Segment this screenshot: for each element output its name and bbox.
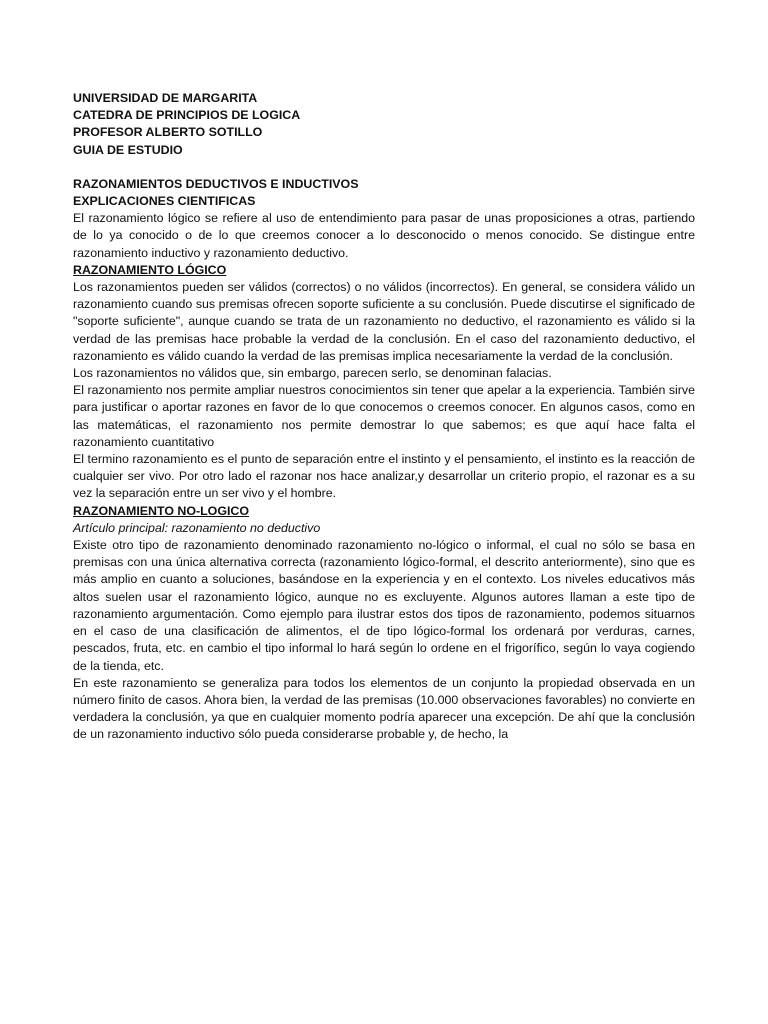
document-title: RAZONAMIENTOS DEDUCTIVOS E INDUCTIVOS bbox=[73, 176, 359, 191]
paragraph: El razonamiento nos permite ampliar nuestros conocimientos sin tener que apelar a la experiencia. También sirve para justificar o aportar razones en favor de lo que conocemos o creemos conocer. En algunos casos, como en las matemáticas, el razonamiento nos permite demostrar lo que sabemos; es que aquí hace falta el razonamiento cuantitativo bbox=[73, 383, 695, 449]
guide-label: GUIA DE ESTUDIO bbox=[73, 142, 183, 157]
section-heading-no-logico: RAZONAMIENTO NO-LOGICO bbox=[73, 503, 249, 518]
header-block bbox=[73, 90, 695, 159]
main-article-note: Artículo principal: razonamiento no deductivo bbox=[73, 520, 321, 535]
document-subtitle: EXPLICACIONES CIENTIFICAS bbox=[73, 194, 256, 209]
university-name: UNIVERSIDAD DE MARGARITA bbox=[73, 91, 258, 105]
paragraph: Los razonamientos no válidos que, sin embargo, parecen serlo, se denominan falacias. bbox=[73, 366, 552, 381]
professor-name: PROFESOR ALBERTO SOTILLO bbox=[73, 125, 263, 140]
paragraph: En este razonamiento se generaliza para todos los elementos de un conjunto la propiedad observada en un número finito de casos. Ahora bien, la verdad de las premisas (10.000 observaciones favorables) no convierte en verdadera la conclusión, ya que en cualquier momento podría aparecer una excepción. De ahí que la conclusión de un razonamiento inductivo sólo pueda considerarse probable y, de hecho, la bbox=[73, 675, 695, 742]
paragraph: El termino razonamiento es el punto de separación entre el instinto y el pensamiento, el instinto es la reacción de cualquier ser vivo. Por otro lado el razonar nos hace analizar,y desarrollar un criterio propio, el razonar es a su vez la separación entre un ser vivo y el hombre. bbox=[73, 452, 695, 501]
paragraph: Existe otro tipo de razonamiento denominado razonamiento no-lógico o informal, el cual no sólo se basa en premisas con una única alternativa correcta (razonamiento lógico-formal, el descrito anteriormente), sino que es más amplio en cuanto a soluciones, basándose en la experiencia y en el contexto. Los niveles educativos más altos suelen usar el razonamiento lógico, aunque no es excluyente. Algunos autores llaman a este tipo de razonamiento argumentación. Como ejemplo para ilustrar estos dos tipos de razonamiento, podemos situarnos en el caso de una clasificación de alimentos, el de tipo lógico-formal los ordenará por verduras, carnes, pescados, fruta, etc. en cambio el tipo informal lo hará según lo ordene en el frigorífico, según lo vaya cogiendo de la tienda, etc. bbox=[73, 538, 695, 673]
document-titles bbox=[73, 176, 695, 210]
intro-paragraph: El razonamiento lógico se refiere al uso de entendimiento para pasar de unas proposiciones a otras, partiendo de lo ya conocido o de lo que creemos conocer a lo desconocido o menos conocido. Se distingue entre razonamiento inductivo y razonamiento deductivo. bbox=[73, 211, 695, 260]
chair-name: CATEDRA DE PRINCIPIOS DE LOGICA bbox=[73, 108, 301, 123]
paragraph: Los razonamientos pueden ser válidos (correctos) o no válidos (incorrectos). En general, se considera válido un razonamiento cuando sus premisas ofrecen soporte suficiente a su conclusión. Puede discutirse el significado de "soporte suficiente", aunque cuando se trata de un razonamiento no deductivo, el razonamiento es válido si la verdad de las premisas hace probable la verdad de la conclusión. En el caso del razonamiento deductivo, el razonamiento es válido cuando la verdad de las premisas implica necesariamente la verdad de la conclusión. bbox=[73, 280, 695, 363]
section-heading-logico: RAZONAMIENTO LÓGICO bbox=[73, 262, 227, 277]
document-page bbox=[73, 90, 695, 744]
